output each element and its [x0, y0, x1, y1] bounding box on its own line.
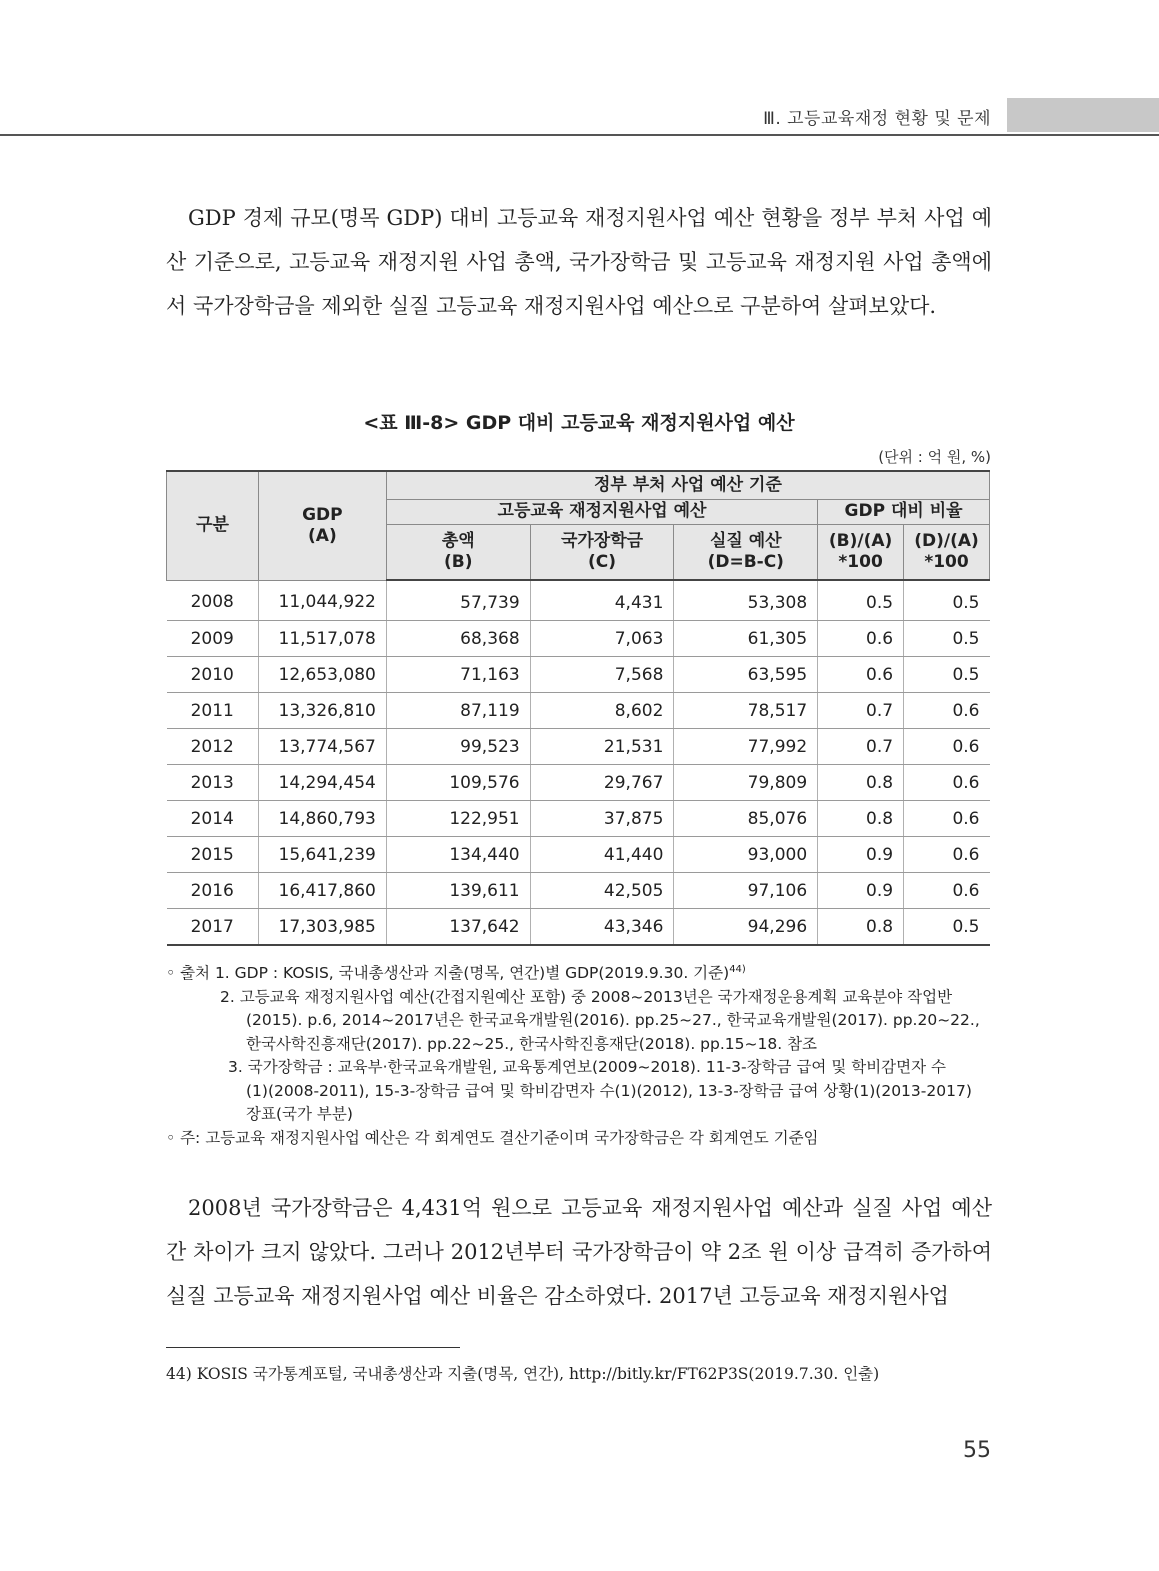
cell-scholarship: 43,346: [530, 909, 674, 946]
gdp-budget-table: [166, 470, 990, 946]
cell-scholarship: 37,875: [530, 801, 674, 837]
cell-gdp: 16,417,860: [258, 873, 386, 909]
cell-ratio-b: 0.9: [818, 873, 904, 909]
cell-ratio-d: 0.5: [904, 621, 990, 657]
cell-real: 61,305: [674, 621, 818, 657]
cell-scholarship: 41,440: [530, 837, 674, 873]
cell-total: 137,642: [386, 909, 530, 946]
cell-gdp: 15,641,239: [258, 837, 386, 873]
table-notes: [166, 958, 992, 1150]
cell-total: 134,440: [386, 837, 530, 873]
cell-total: 71,163: [386, 657, 530, 693]
cell-gdp: 14,860,793: [258, 801, 386, 837]
cell-year: 2008: [167, 580, 259, 621]
cell-scholarship: 29,767: [530, 765, 674, 801]
cell-scholarship: 42,505: [530, 873, 674, 909]
cell-year: 2017: [167, 909, 259, 946]
page-number: 55: [963, 1438, 991, 1463]
cell-year: 2015: [167, 837, 259, 873]
cell-ratio-b: 0.8: [818, 765, 904, 801]
table-row: [167, 621, 990, 657]
cell-ratio-b: 0.7: [818, 693, 904, 729]
cell-gdp: 12,653,080: [258, 657, 386, 693]
table-row: [167, 873, 990, 909]
header-gov-basis: 정부 부처 사업 예산 기준: [386, 471, 989, 499]
cell-real: 77,992: [674, 729, 818, 765]
cell-total: 122,951: [386, 801, 530, 837]
cell-real: 93,000: [674, 837, 818, 873]
cell-real: 53,308: [674, 580, 818, 621]
cell-gdp: 14,294,454: [258, 765, 386, 801]
cell-scholarship: 8,602: [530, 693, 674, 729]
cell-real: 79,809: [674, 765, 818, 801]
header-budget-group: 고등교육 재정지원사업 예산: [386, 499, 817, 524]
source-note-3-cont: (1)(2008-2011), 15-3-장학금 급여 및 학비감면자 수(1)(2012), 13-3-장학금 급여 상황(1)(2013-2017): [246, 1081, 972, 1100]
cell-ratio-d: 0.6: [904, 837, 990, 873]
cell-total: 68,368: [386, 621, 530, 657]
table-row: [167, 837, 990, 873]
table-row: [167, 580, 990, 621]
cell-real: 97,106: [674, 873, 818, 909]
source-note-3: 3. 국가장학금 : 교육부·한국교육개발원, 교육통계연보(2009~2018). 11-3-장학금 급여 및 학비감면자 수: [228, 1058, 946, 1077]
cell-gdp: 11,044,922: [258, 580, 386, 621]
header-ratio-group: GDP 대비 비율: [818, 499, 990, 524]
footnote-divider: [166, 1347, 460, 1348]
cell-year: 2010: [167, 657, 259, 693]
cell-gdp: 11,517,078: [258, 621, 386, 657]
cell-year: 2009: [167, 621, 259, 657]
remark-note: ◦ 주: 고등교육 재정지원사업 예산은 각 회계연도 결산기준이며 국가장학금은 각 회계연도 기준임: [166, 1128, 819, 1147]
cell-year: 2016: [167, 873, 259, 909]
cell-real: 78,517: [674, 693, 818, 729]
table-row: [167, 801, 990, 837]
header-gray-bar: [1007, 98, 1159, 132]
cell-real: 94,296: [674, 909, 818, 946]
cell-total: 99,523: [386, 729, 530, 765]
cell-scholarship: 7,568: [530, 657, 674, 693]
cell-ratio-d: 0.6: [904, 801, 990, 837]
cell-year: 2013: [167, 765, 259, 801]
cell-ratio-b: 0.9: [818, 837, 904, 873]
table-row: [167, 729, 990, 765]
chapter-title: Ⅲ. 고등교육재정 현황 및 문제: [763, 109, 991, 129]
running-header: [0, 98, 1159, 136]
cell-ratio-d: 0.5: [904, 580, 990, 621]
cell-gdp: 13,326,810: [258, 693, 386, 729]
body-paragraph-2: 2008년 국가장학금은 4,431억 원으로 고등교육 재정지원사업 예산과 실질 사업 예산 간 차이가 크지 않았다. 그러나 2012년부터 국가장학금이 약 2조 원 이상 급격히 증가하여 실질 고등교육 재정지원사업 예산 비율은 감소하였다. 2017년 고등교육 재정지원사업: [166, 1196, 992, 1308]
header-category: 구분: [167, 471, 259, 580]
cell-gdp: 13,774,567: [258, 729, 386, 765]
cell-scholarship: 4,431: [530, 580, 674, 621]
cell-ratio-b: 0.8: [818, 801, 904, 837]
cell-ratio-d: 0.6: [904, 729, 990, 765]
cell-ratio-d: 0.5: [904, 909, 990, 946]
cell-scholarship: 21,531: [530, 729, 674, 765]
cell-ratio-b: 0.6: [818, 657, 904, 693]
table-row: [167, 909, 990, 946]
header-scholarship: 국가장학금 (C): [530, 524, 674, 580]
cell-ratio-b: 0.8: [818, 909, 904, 946]
table-row: [167, 693, 990, 729]
table-unit: (단위 : 억 원, %): [878, 448, 991, 466]
table-row: [167, 657, 990, 693]
cell-gdp: 17,303,985: [258, 909, 386, 946]
footnote-44: 44) KOSIS 국가통계포털, 국내총생산과 지출(명목, 연간), http://bitly.kr/FT62P3S(2019.7.30. 인출): [166, 1365, 880, 1383]
cell-total: 87,119: [386, 693, 530, 729]
source-note-2: 2. 고등교육 재정지원사업 예산(간접지원예산 포함) 중 2008~2013년은 국가재정운용계획 교육분야 작업반: [220, 987, 953, 1006]
cell-ratio-b: 0.5: [818, 580, 904, 621]
header-ratio-d: (D)/(A) *100: [904, 524, 990, 580]
table-title: <표 Ⅲ-8> GDP 대비 고등교육 재정지원사업 예산: [363, 412, 795, 434]
source-note-3-cont: 장표(국가 부분): [246, 1105, 353, 1124]
cell-year: 2011: [167, 693, 259, 729]
header-gdp: GDP (A): [258, 471, 386, 580]
cell-ratio-d: 0.5: [904, 657, 990, 693]
cell-scholarship: 7,063: [530, 621, 674, 657]
header-ratio-b: (B)/(A) *100: [818, 524, 904, 580]
source-note-2-cont: 한국사학진흥재단(2017). pp.22~25., 한국사학진흥재단(2018). pp.15~18. 참조: [246, 1034, 818, 1053]
cell-total: 109,576: [386, 765, 530, 801]
header-real-budget: 실질 예산 (D=B-C): [674, 524, 818, 580]
cell-ratio-b: 0.7: [818, 729, 904, 765]
source-note-1: ◦ 출처 1. GDP : KOSIS, 국내총생산과 지출(명목, 연간)별 GDP(2019.9.30. 기준)$^{44)}$: [166, 964, 746, 983]
body-paragraph-1: GDP 경제 규모(명목 GDP) 대비 고등교육 재정지원사업 예산 현황을 정부 부처 사업 예산 기준으로, 고등교육 재정지원 사업 총액, 국가장학금 및 고등교육 재정지원 사업 총액에서 국가장학금을 제외한 실질 고등교육 재정지원사업 예산으로 구분하여 살펴보았다.: [166, 206, 992, 318]
cell-ratio-b: 0.6: [818, 621, 904, 657]
cell-total: 57,739: [386, 580, 530, 621]
cell-real: 63,595: [674, 657, 818, 693]
cell-ratio-d: 0.6: [904, 873, 990, 909]
cell-real: 85,076: [674, 801, 818, 837]
cell-total: 139,611: [386, 873, 530, 909]
source-note-2-cont: (2015). p.6, 2014~2017년은 한국교육개발원(2016). pp.25~27., 한국교육개발원(2017). pp.20~22.,: [246, 1011, 980, 1030]
cell-year: 2012: [167, 729, 259, 765]
header-total: 총액 (B): [386, 524, 530, 580]
cell-ratio-d: 0.6: [904, 693, 990, 729]
cell-year: 2014: [167, 801, 259, 837]
table-row: [167, 765, 990, 801]
cell-ratio-d: 0.6: [904, 765, 990, 801]
